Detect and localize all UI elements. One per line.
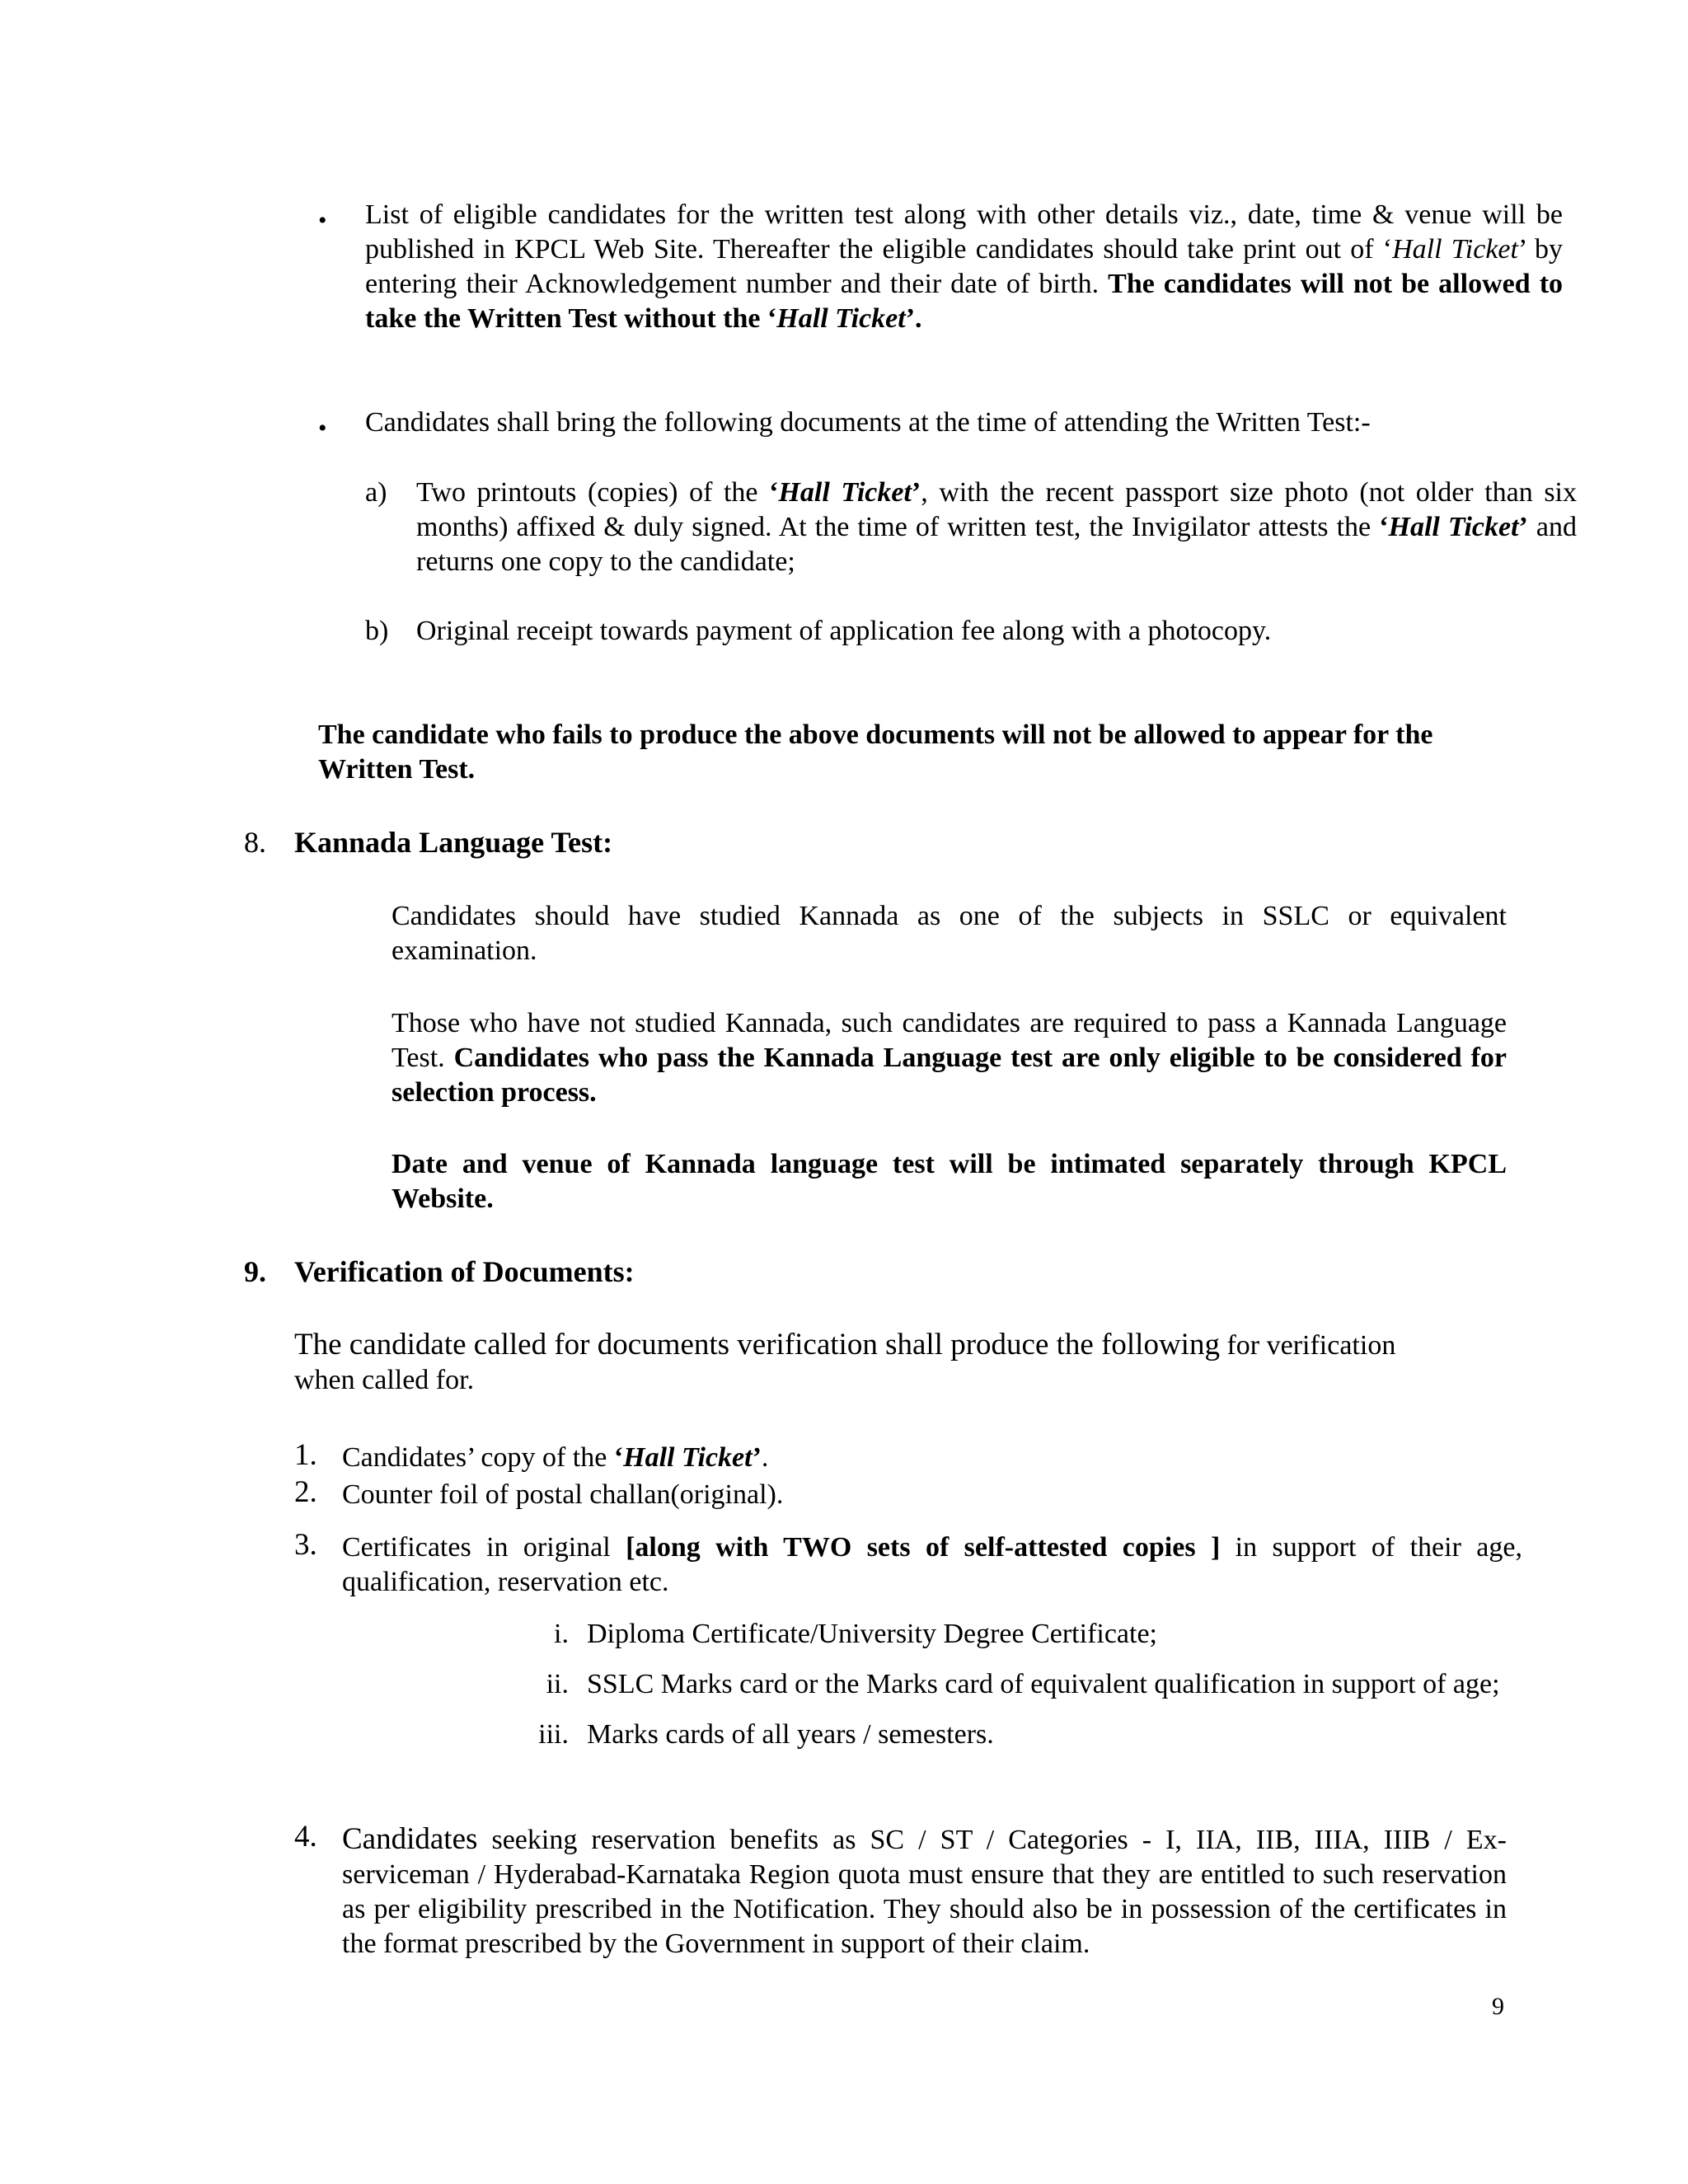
- list-marker: iii.: [538, 1719, 569, 1750]
- verification-item-4: Candidates seeking reservation benefits as SC / ST / Categories - I, IIA, IIB, IIIA, IIIB / Ex-serviceman / Hyderabad-Karnataka Region quota must ensure that they are entitled to such reservation as per eligibility prescribed in the Notification. They should also be in possession of the certificates in the format prescribed by the Government in support of their claim.: [342, 1822, 1507, 1959]
- verification-subitem-iii: Marks cards of all years / semesters.: [587, 1719, 994, 1750]
- warning-text: The candidate who fails to produce the above documents will not be allowed to appear for the Written Test.: [318, 719, 1433, 785]
- section-number: 9.: [244, 1255, 266, 1288]
- documents-intro: Candidates shall bring the following documents at the time of attending the Written Test:-: [365, 407, 1371, 438]
- bullet-marker: •: [318, 415, 327, 442]
- list-marker: i.: [554, 1619, 569, 1649]
- section-title: Verification of Documents:: [294, 1255, 635, 1288]
- verification-item-2: Counter foil of postal challan(original).: [342, 1479, 784, 1510]
- verification-intro: The candidate called for documents verification shall produce the following for verification when called for.: [294, 1328, 1396, 1395]
- bullet-marker: •: [318, 207, 327, 234]
- list-marker: 1.: [294, 1438, 317, 1472]
- verification-subitem-i: Diploma Certificate/University Degree Certificate;: [587, 1619, 1158, 1649]
- kannada-para-2: Those who have not studied Kannada, such candidates are required to pass a Kannada Language Test. Candidates who pass the Kannada Language test are only eligible to be considered for selection process.: [392, 1008, 1507, 1108]
- kannada-para-1: Candidates should have studied Kannada as one of the subjects in SSLC or equivalent examination.: [392, 901, 1507, 966]
- page-number: 9: [1492, 1993, 1504, 2020]
- verification-subitem-ii: SSLC Marks card or the Marks card of equivalent qualification in support of age;: [587, 1669, 1500, 1699]
- section-number: 8.: [244, 826, 266, 859]
- kannada-para-3: Date and venue of Kannada language test will be intimated separately through KPCL Website.: [392, 1149, 1507, 1214]
- list-marker: ii.: [546, 1669, 569, 1699]
- document-item-a: Two printouts (copies) of the ‘Hall Ticket’, with the recent passport size photo (not older than six months) affixed & duly signed. At the time of written test, the Invigilator attests the ‘Hall Ticket’ and returns one copy to the candidate;: [416, 477, 1577, 577]
- section-title: Kannada Language Test:: [294, 826, 613, 859]
- list-marker: 2.: [294, 1475, 317, 1509]
- verification-item-1: Candidates’ copy of the ‘Hall Ticket’.: [342, 1442, 769, 1473]
- verification-item-3: Certificates in original [along with TWO sets of self-attested copies ] in support of their age, qualification, reservation etc.: [342, 1532, 1522, 1597]
- list-marker: b): [365, 616, 389, 646]
- list-marker: a): [365, 477, 387, 508]
- hall-ticket-paragraph: List of eligible candidates for the written test along with other details viz., date, time & venue will be published in KPCL Web Site. Thereafter the eligible candidates should take print out of ‘Hall Ticket’ by entering their Acknowledgement number and their date of birth. The candidates will not be allowed to take the Written Test without the ‘Hall Ticket’.: [365, 199, 1564, 334]
- document-item-b: Original receipt towards payment of application fee along with a photocopy.: [416, 616, 1272, 646]
- list-marker: 4.: [294, 1820, 317, 1854]
- list-marker: 3.: [294, 1528, 317, 1562]
